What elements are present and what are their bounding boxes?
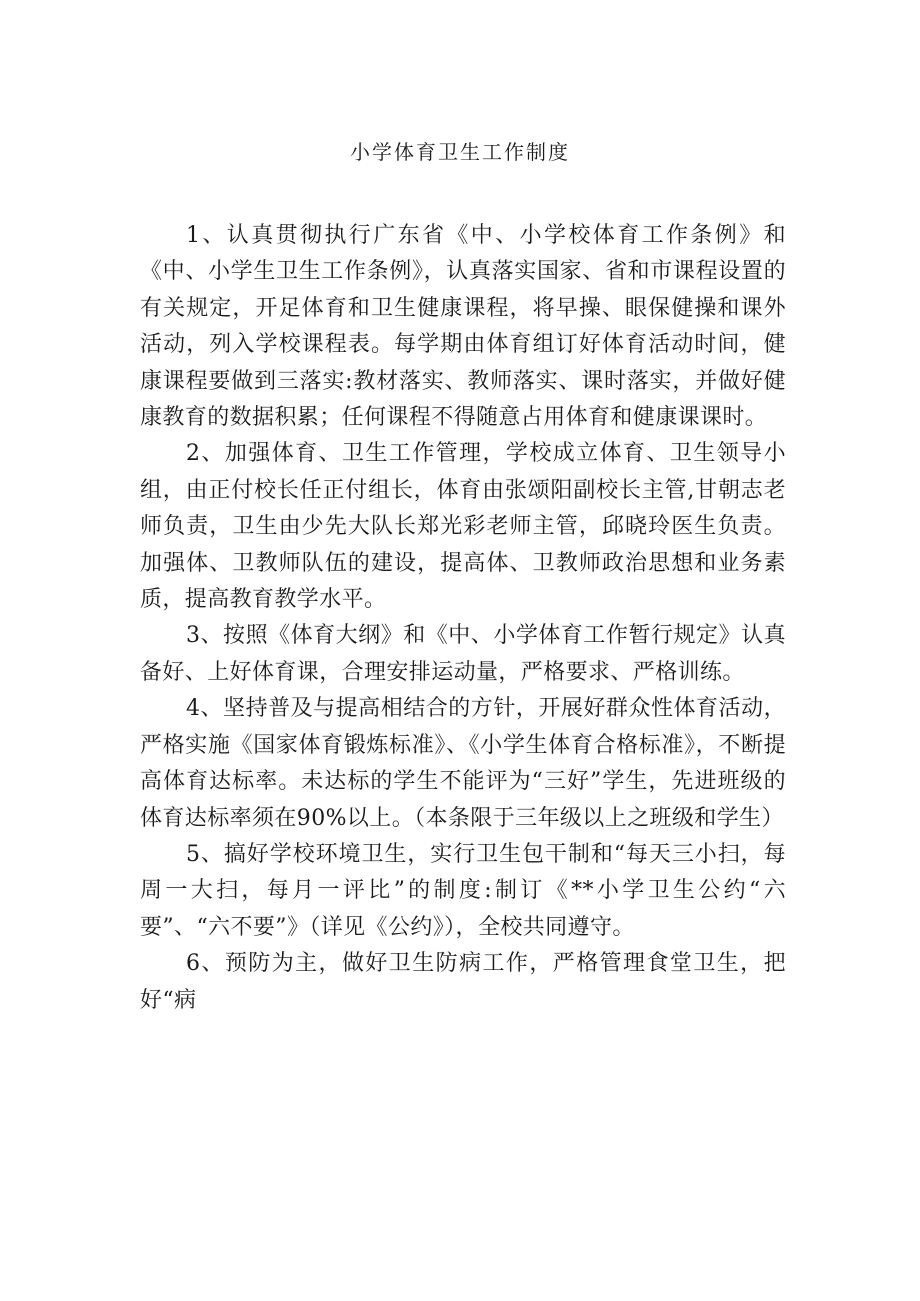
paragraph-3: 3、按照《体育大纲》和《中、小学体育工作暂行规定》认真备好、上好体育课，合理安排运动量，严格要求、严格训练。 bbox=[140, 623, 786, 685]
document-body bbox=[140, 218, 786, 1019]
paragraph-5: 5、搞好学校环境卫生，实行卫生包干制和“每天三小扫，每周一大扫，每月一评比”的制度:制订《**小学卫生公约“六要”、“六不要”》（详见《公约》），全校共同遵守。 bbox=[140, 841, 786, 940]
paragraph-1: 1、认真贯彻执行广东省《中、小学校体育工作条例》和《中、小学生卫生工作条例》，认真落实国家、省和市课程设置的有关规定，开足体育和卫生健康课程，将早操、眼保健操和课外活动，列入学校课程表。每学期由体育组订好体育活动时间，健康课程要做到三落实:教材落实、教师落实、课时落实，并做好健康教育的数据积累；任何课程不得随意占用体育和健康课课时。 bbox=[140, 223, 786, 431]
paragraph-2: 2、加强体育、卫生工作管理，学校成立体育、卫生领导小组，由正付校长任正付组长，体育由张颂阳副校长主管,甘朝志老师负责，卫生由少先大队长郑光彩老师主管，邱晓玲医生负责。加强体、卫教师队伍的建设，提高体、卫教师政治思想和业务素质，提高教育教学水平。 bbox=[140, 441, 786, 613]
paragraph-4: 4、坚持普及与提高相结合的方针，开展好群众性体育活动，严格实施《国家体育锻炼标准》、《小学生体育合格标准》，不断提高体育达标率。未达标的学生不能评为“三好”学生，先进班级的体育达标率须在90%以上。（本条限于三年级以上之班级和学生） bbox=[140, 696, 786, 831]
paragraph-6: 6、预防为主，做好卫生防病工作，严格管理食堂卫生，把好“病 bbox=[140, 951, 786, 1013]
document-title: 小学体育卫生工作制度 bbox=[350, 140, 570, 164]
